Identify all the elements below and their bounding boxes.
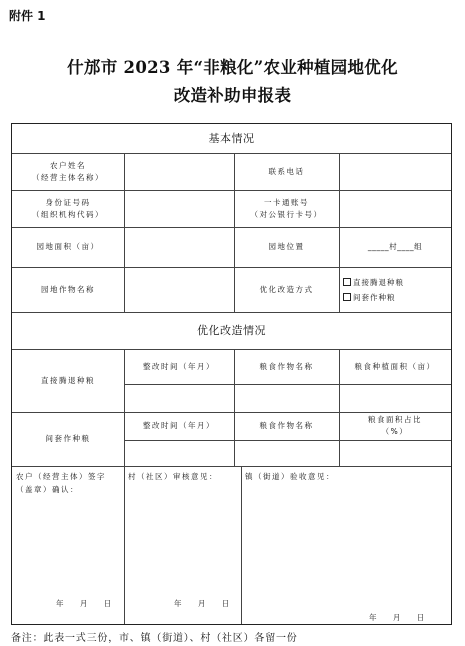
phone-label: 联系电话 — [268, 166, 305, 176]
phone-value[interactable] — [339, 153, 451, 190]
option-direct-checkbox[interactable]: 直接腾退种粮 — [343, 277, 404, 289]
direct-grain-crop-value[interactable] — [234, 384, 339, 412]
direct-grain-crop-label: 粮食作物名称 — [259, 361, 314, 371]
checkbox-icon — [343, 293, 351, 301]
village-opinion-label: 村（社区）审核意见： — [128, 472, 218, 481]
direct-rect-time-value[interactable] — [124, 384, 234, 412]
farmer-name-label: 农户姓名 （经营主体名称） — [32, 160, 104, 182]
intercrop-grain-ratio-label: 粮食面积占比 （%） — [368, 415, 422, 436]
intercrop-grain-ratio-value[interactable] — [339, 440, 451, 466]
town-acceptance-date[interactable]: 年 月 日 — [369, 613, 425, 622]
optimize-header: 优化改造情况 — [197, 323, 266, 337]
direct-grain-area-value[interactable] — [339, 384, 451, 412]
direct-rect-time-label: 整改时间（年月） — [143, 361, 215, 371]
village-opinion-date[interactable]: 年 月 日 — [174, 599, 230, 608]
attachment-label: 附件 1 — [9, 9, 46, 23]
farmer-signature-date[interactable]: 年 月 日 — [56, 599, 112, 608]
crop-name-value[interactable] — [124, 267, 234, 312]
checkbox-icon — [343, 278, 351, 286]
garden-location-value[interactable]: _____村____组 — [367, 242, 423, 251]
town-acceptance-label: 镇（街道）验收意见： — [245, 472, 335, 481]
garden-location-label: 园地位置 — [268, 242, 305, 251]
intercrop-row-label: 间套作种粮 — [45, 434, 91, 443]
id-number-value[interactable] — [124, 190, 234, 227]
form-title-line1: 什邡市 2023 年“非粮化”农业种植园地优化 — [67, 58, 398, 77]
crop-name-label: 园地作物名称 — [41, 284, 95, 294]
garden-area-label: 园地面积（亩） — [36, 242, 100, 251]
card-number-value[interactable] — [339, 190, 451, 227]
intercrop-grain-crop-label: 粮食作物名称 — [259, 421, 314, 430]
option-intercrop-checkbox[interactable]: 间套作种粮 — [343, 292, 396, 304]
farmer-name-value[interactable] — [124, 153, 234, 190]
intercrop-grain-crop-value[interactable] — [234, 440, 339, 466]
id-number-label: 身份证号码 （组织机构代码） — [32, 197, 104, 219]
form-title-line2: 改造补助申报表 — [173, 86, 292, 105]
optimize-method-label: 优化改造方式 — [259, 284, 314, 294]
direct-grain-area-label: 粮食种植面积（亩） — [354, 361, 436, 371]
intercrop-rect-time-value[interactable] — [124, 440, 234, 466]
direct-row-label: 直接腾退种粮 — [41, 375, 95, 385]
application-form-table — [11, 123, 452, 625]
garden-area-value[interactable] — [124, 227, 234, 267]
basic-info-header: 基本情况 — [208, 131, 255, 145]
footnote: 备注：此表一式三份，市、镇（街道）、村（社区）各留一份 — [11, 633, 298, 644]
card-number-label: 一卡通账号 （对公银行卡号） — [250, 197, 323, 219]
intercrop-rect-time-label: 整改时间（年月） — [143, 421, 215, 430]
farmer-signature-label: 农户（经营主体）签字（盖章）确认： — [16, 472, 106, 494]
